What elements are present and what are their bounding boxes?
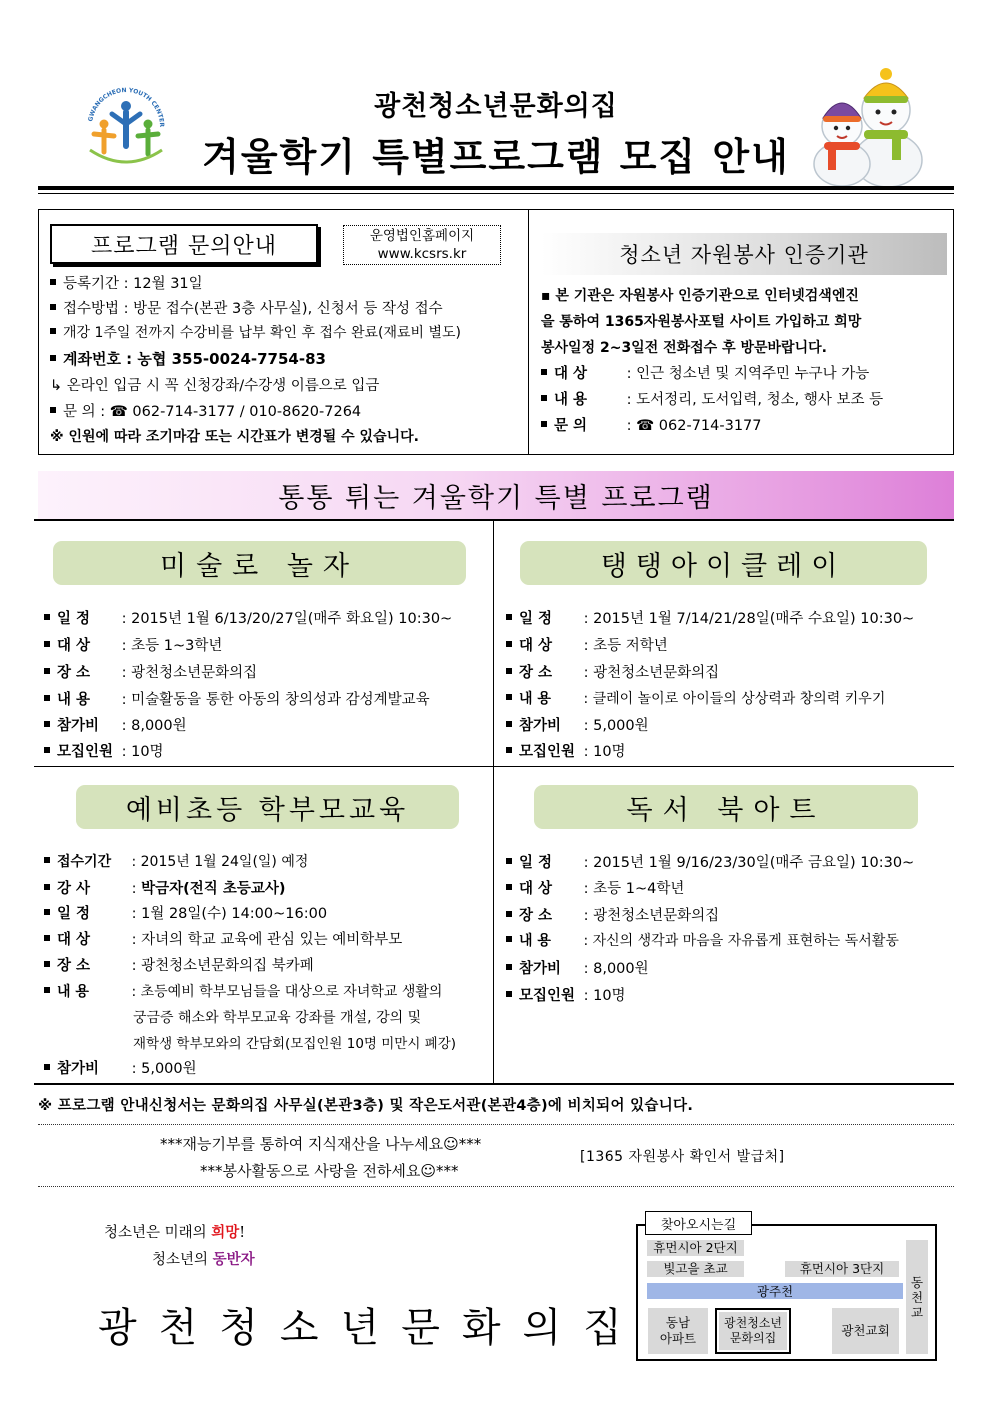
- volunteer-target: 대 상 : 인근 청소년 및 지역주민 누구나 가능: [541, 362, 869, 383]
- map-apartment: 동남 아파트: [648, 1308, 708, 1354]
- map-youth-center: 광천청소년 문화의집: [719, 1312, 787, 1350]
- bullet-square: [44, 987, 50, 993]
- clay-schedule: 일 정 : 2015년 1월 7/14/21/28일(매주 수요일) 10:30~: [506, 607, 914, 628]
- clay-content: 내 용 : 클레이 놀이로 아이들의 상상력과 창의력 키우기: [506, 688, 885, 708]
- book-capacity: 모집인원 : 10명: [506, 984, 626, 1005]
- art-capacity: 모집인원 : 10명: [44, 740, 164, 761]
- cert-issuer: [1365 자원봉사 확인서 발급처]: [580, 1149, 785, 1165]
- map-bridge: 동 천 교: [906, 1240, 928, 1354]
- volunteer-content: 내 용 : 도서정리, 도서입력, 청소, 행사 보조 등: [541, 388, 883, 409]
- bullet-square: [50, 407, 56, 413]
- bullet-square: [44, 668, 50, 674]
- bullet-square: [44, 1064, 50, 1070]
- bullet-square: [541, 395, 547, 401]
- inquiry-line-contact: 문 의 : ☎ 062-714-3177 / 010-8620-7264: [50, 400, 361, 421]
- bullet-square: [506, 858, 512, 864]
- book-content: 내 용 : 자신의 생각과 마음을 자유롭게 표현하는 독서활동: [506, 930, 899, 950]
- bullet-square: [506, 747, 512, 753]
- bullet-square: [50, 328, 56, 334]
- parent-content: 내 용 : 초등예비 학부모님들을 대상으로 자녀학교 생활의: [44, 981, 442, 1001]
- homepage-box[interactable]: [343, 225, 501, 265]
- bullet-square: [506, 614, 512, 620]
- bullet-square: [44, 884, 50, 890]
- clay-fee: 참가비 : 5,000원: [506, 714, 649, 735]
- volunteer-title: 청소년 자원봉사 인증기관: [541, 233, 947, 275]
- dotted-divider: [38, 1186, 954, 1187]
- map-elementary-school: 빛고을 초교: [647, 1261, 744, 1277]
- map-church: 광천교회: [832, 1308, 899, 1354]
- book-fee: 참가비 : 8,000원: [506, 957, 649, 978]
- slogan-volunteer: ***봉사활동으로 사랑을 전하세요☺***: [200, 1162, 459, 1180]
- bullet-square: [44, 961, 50, 967]
- parent-content-cont-2: 재학생 학부모와의 간담회(모집인원 10명 미만시 폐강): [133, 1036, 457, 1052]
- bullet-square: [44, 909, 50, 915]
- programs-banner: 통통 튀는 겨울학기 특별 프로그램: [38, 471, 954, 519]
- bullet-square: [506, 668, 512, 674]
- footer-note: ※ 프로그램 안내신청서는 문화의집 사무실(본관3층) 및 작은도서관(본관4층)에 비치되어 있습니다.: [38, 1098, 694, 1114]
- homepage-url[interactable]: www.kcsrs.kr: [377, 246, 467, 262]
- program-title-parent: 예비초등 학부모교육: [76, 785, 459, 829]
- program-grid-divider: [493, 521, 494, 1083]
- homepage-label: 운영법인홈페이지: [369, 228, 475, 244]
- clay-target: 대 상 : 초등 저학년: [506, 634, 668, 655]
- parent-period: 접수기간 : 2015년 1월 24일(일) 예정: [44, 851, 308, 871]
- clay-capacity: 모집인원 : 10명: [506, 740, 626, 761]
- bullet-square: [506, 884, 512, 890]
- slogan-talent: ***재능기부를 통하여 지식재산을 나누세요☺***: [160, 1135, 482, 1153]
- bullet-square: [541, 369, 547, 375]
- art-place: 장 소 : 광천청소년문화의집: [44, 661, 257, 682]
- volunteer-contact: 문 의 : ☎ 062-714-3177: [541, 414, 762, 435]
- bullet-square: [44, 935, 50, 941]
- volunteer-desc-1: ▪ 본 기관은 자원봉사 인증기관으로 인터넷검색엔진: [541, 288, 859, 304]
- inquiry-line-notice: ※ 인원에 따라 조기마감 또는 시간표가 변경될 수 있습니다.: [50, 429, 419, 445]
- inquiry-title: 프로그램 문의안내: [50, 224, 318, 264]
- svg-text:GWANGCHEON YOUTH CENTER: GWANGCHEON YOUTH CENTER: [87, 86, 166, 128]
- main-title: 겨울학기 특별프로그램 모집 안내: [202, 135, 790, 179]
- program-title-clay: 탱탱아이클레이: [520, 541, 927, 585]
- bullet-square: [506, 964, 512, 970]
- bullet-square: [50, 355, 56, 361]
- clay-place: 장 소 : 광천청소년문화의집: [506, 661, 719, 682]
- bullet-square: [506, 991, 512, 997]
- map-humansia-2: 휴먼시아 2단지: [647, 1240, 744, 1256]
- parent-content-cont-1: 궁금증 해소와 학부모교육 강좌를 개설, 강의 및: [133, 1010, 422, 1026]
- parent-schedule: 일 정 : 1월 28일(수) 14:00~16:00: [44, 902, 327, 923]
- org-title: 광천청소년문화의집: [374, 91, 618, 122]
- book-target: 대 상 : 초등 1~4학년: [506, 877, 684, 898]
- bullet-square: [50, 279, 56, 285]
- inquiry-line-payment: 개강 1주일 전까지 수강비를 납부 확인 후 접수 완료(재료비 별도): [50, 322, 461, 342]
- bullet-square: [50, 304, 56, 310]
- map-humansia-3: 휴먼시아 3단지: [785, 1261, 899, 1277]
- youth-partner-line: 청소년의 동반자: [152, 1251, 255, 1268]
- inquiry-line-method: 접수방법 : 방문 접수(본관 3층 사무실), 신청서 등 작성 접수: [50, 297, 443, 318]
- parent-target: 대 상 : 자녀의 학교 교육에 관심 있는 예비학부모: [44, 928, 402, 949]
- header-rule-thin: [38, 193, 954, 194]
- bullet-square: [44, 721, 50, 727]
- map-title: 찾아오시는길: [645, 1211, 752, 1235]
- parent-instructor: 강 사 : 박금자(전직 초등교사): [44, 877, 285, 898]
- bullet-square: [541, 421, 547, 427]
- center-name-large: 광천청소년문화의집: [98, 1305, 644, 1351]
- program-title-book: 독서 북아트: [534, 785, 918, 829]
- info-box-divider: [528, 209, 529, 455]
- bullet-square: [44, 857, 50, 863]
- inquiry-line-account: 계좌번호 : 농협 355-0024-7754-83: [50, 348, 326, 369]
- book-schedule: 일 정 : 2015년 1월 9/16/23/30일(매주 금요일) 10:30~: [506, 851, 914, 872]
- book-place: 장 소 : 광천청소년문화의집: [506, 904, 719, 925]
- bullet-square: [506, 694, 512, 700]
- header-rule-thick: [38, 186, 954, 190]
- art-target: 대 상 : 초등 1~3학년: [44, 634, 222, 655]
- volunteer-desc-3: 봉사일정 2~3일전 전화접수 후 방문바랍니다.: [541, 340, 827, 356]
- bullet-square: [44, 695, 50, 701]
- bullet-square: [506, 641, 512, 647]
- program-grid-middle: [34, 766, 954, 767]
- inquiry-line-online: ↳ 온라인 입금 시 꼭 신청강좌/수강생 이름으로 입금: [50, 378, 380, 394]
- bullet-square: [506, 911, 512, 917]
- inquiry-line-period: 등록기간 : 12월 31일: [50, 272, 203, 293]
- bullet-square: [44, 641, 50, 647]
- art-fee: 참가비 : 8,000원: [44, 714, 187, 735]
- art-content: 내 용 : 미술활동을 통한 아동의 창의성과 감성계발교육: [44, 688, 430, 709]
- program-grid-bottom: [34, 1083, 954, 1085]
- bullet-square: [506, 721, 512, 727]
- snowman-illustration: [808, 64, 926, 188]
- parent-fee: 참가비 : 5,000원: [44, 1057, 197, 1078]
- dotted-divider: [38, 1124, 954, 1125]
- bullet-square: [44, 614, 50, 620]
- bullet-square: [44, 747, 50, 753]
- map-river: 광주천: [647, 1283, 903, 1299]
- youth-hope-line: 청소년은 미래의 희망!: [104, 1224, 246, 1241]
- program-title-art: 미술로 놀자: [53, 541, 466, 585]
- parent-place: 장 소 : 광천청소년문화의집 북카페: [44, 954, 314, 975]
- volunteer-desc-2: 을 통하여 1365자원봉사포털 사이트 가입하고 희망: [541, 314, 862, 330]
- program-grid-top: [34, 519, 954, 521]
- art-schedule: 일 정 : 2015년 1월 6/13/20/27일(매주 화요일) 10:30~: [44, 607, 452, 628]
- bullet-square: [506, 936, 512, 942]
